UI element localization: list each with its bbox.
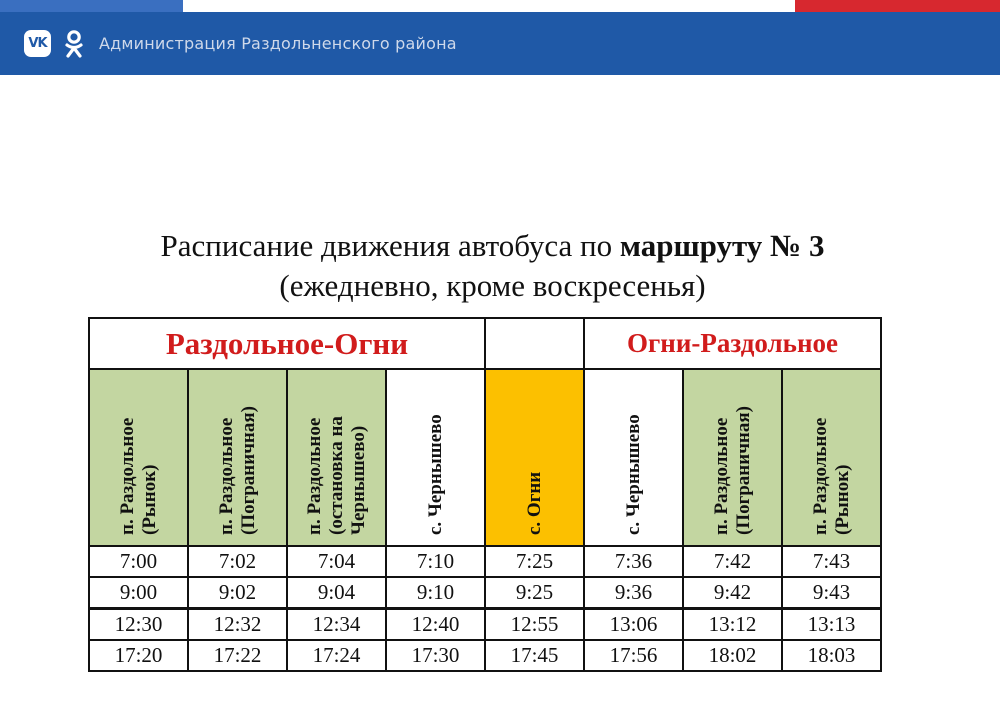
title-plain: Расписание движения автобуса по [160, 228, 620, 263]
time-cell: 7:25 [485, 546, 584, 577]
time-cell: 18:02 [683, 640, 782, 671]
stop-name: с. Огни [523, 471, 545, 535]
direction-back: Огни-Раздольное [584, 318, 881, 369]
title-line [0, 226, 985, 266]
time-row-2 [89, 577, 881, 609]
time-cell: 7:42 [683, 546, 782, 577]
stop-header-7 [683, 369, 782, 546]
header-bar [0, 12, 1000, 75]
time-cell: 7:02 [188, 546, 287, 577]
time-cell: 7:00 [89, 546, 188, 577]
bus-schedule-table [88, 317, 882, 672]
time-cell: 17:24 [287, 640, 386, 671]
stop-name: п. Раздольное (остановка на Чернышево) [303, 416, 369, 535]
direction-forward: Раздольное-Огни [89, 318, 485, 369]
schedule-title [0, 226, 985, 306]
time-cell: 12:40 [386, 609, 485, 641]
subtitle: (ежедневно, кроме воскресенья) [279, 268, 706, 303]
stop-header-2 [188, 369, 287, 546]
time-cell: 12:32 [188, 609, 287, 641]
time-cell: 9:04 [287, 577, 386, 609]
flag-blue-segment [0, 0, 183, 12]
time-cell: 7:43 [782, 546, 881, 577]
time-cell: 17:22 [188, 640, 287, 671]
direction-header-row [89, 318, 881, 369]
stops-header-row [89, 369, 881, 546]
time-cell: 9:02 [188, 577, 287, 609]
stop-header-3 [287, 369, 386, 546]
time-cell: 13:12 [683, 609, 782, 641]
stop-name: п. Раздольное (Пограничная) [710, 406, 754, 535]
flag-white-segment [183, 0, 795, 12]
stop-name: с. Чернышево [424, 414, 446, 535]
time-cell: 17:20 [89, 640, 188, 671]
direction-spacer [485, 318, 584, 369]
stop-name: п. Раздольное (Пограничная) [215, 406, 259, 535]
time-cell: 17:30 [386, 640, 485, 671]
time-cell: 7:36 [584, 546, 683, 577]
time-cell: 13:06 [584, 609, 683, 641]
time-row-4 [89, 640, 881, 671]
time-cell: 17:45 [485, 640, 584, 671]
flag-strip [0, 0, 1000, 12]
time-rows [89, 546, 881, 671]
time-cell: 9:25 [485, 577, 584, 609]
time-cell: 12:55 [485, 609, 584, 641]
time-cell: 9:43 [782, 577, 881, 609]
stop-name: п. Раздольное (Рынок) [116, 417, 160, 535]
stop-header-1 [89, 369, 188, 546]
stop-name: п. Раздольное (Рынок) [809, 417, 853, 535]
stop-name: с. Чернышево [622, 414, 644, 535]
organization-name: Администрация Раздольненского района [99, 34, 457, 53]
time-cell: 7:04 [287, 546, 386, 577]
time-cell: 12:34 [287, 609, 386, 641]
stop-header-4 [386, 369, 485, 546]
time-row-1 [89, 546, 881, 577]
stop-header-8 [782, 369, 881, 546]
title-bold: маршруту № 3 [619, 228, 825, 263]
time-cell: 9:00 [89, 577, 188, 609]
time-cell: 13:13 [782, 609, 881, 641]
time-row-3 [89, 609, 881, 641]
time-cell: 9:10 [386, 577, 485, 609]
time-cell: 18:03 [782, 640, 881, 671]
flag-red-segment [795, 0, 1000, 12]
stop-header-5 [485, 369, 584, 546]
time-cell: 12:30 [89, 609, 188, 641]
time-cell: 17:56 [584, 640, 683, 671]
time-cell: 7:10 [386, 546, 485, 577]
time-cell: 9:36 [584, 577, 683, 609]
vk-logo-icon[interactable]: VK [24, 30, 51, 57]
time-cell: 9:42 [683, 577, 782, 609]
odnoklassniki-icon[interactable] [63, 29, 85, 59]
stop-header-6 [584, 369, 683, 546]
